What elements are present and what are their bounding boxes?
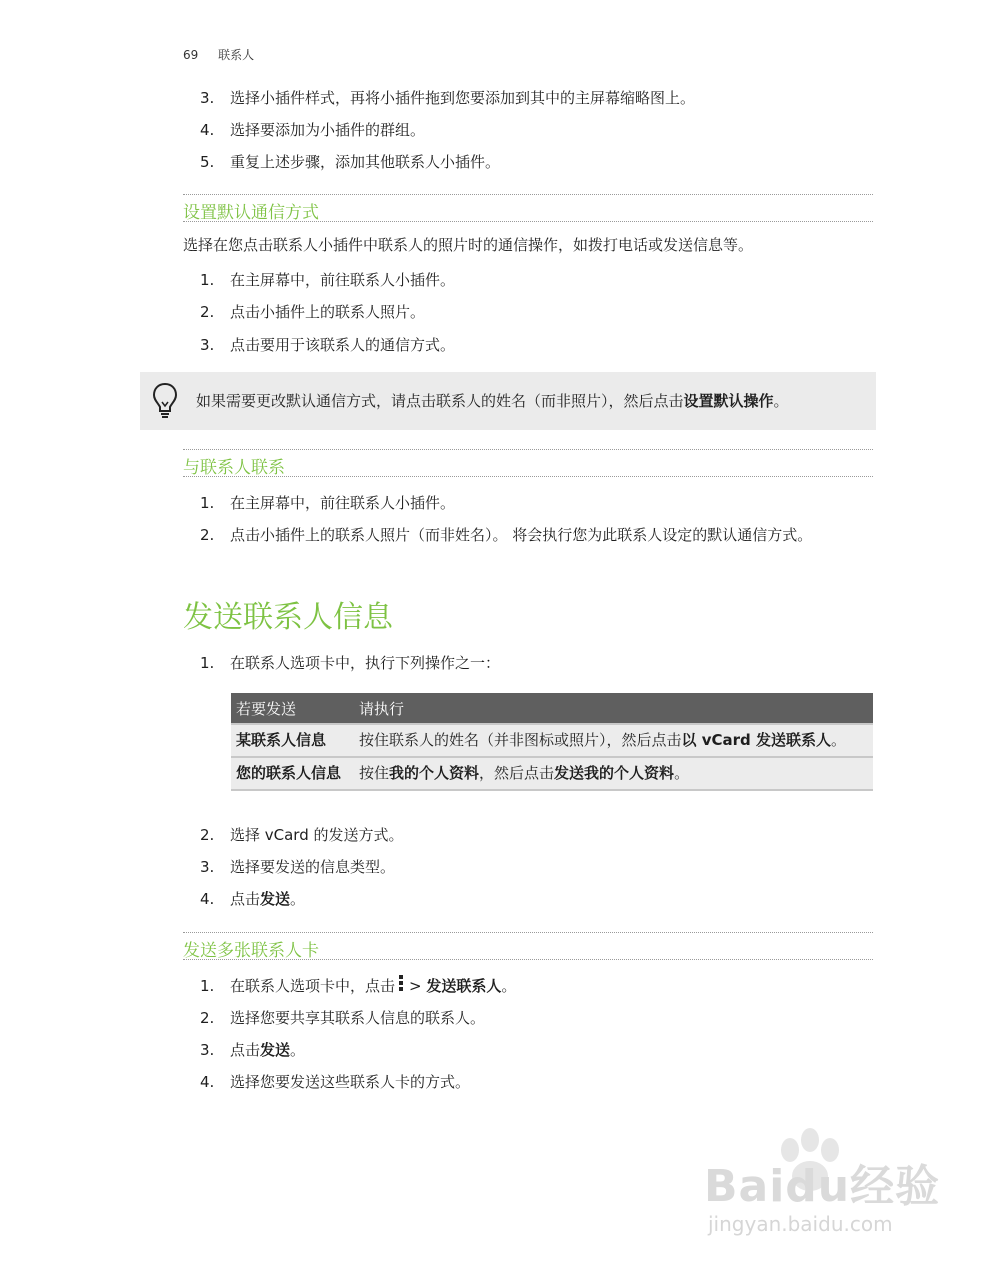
chapter-title: 联系人 bbox=[218, 48, 255, 62]
lightbulb-icon bbox=[152, 382, 178, 424]
section-heading-multi-cards: 发送多张联系人卡 bbox=[183, 932, 873, 960]
list-item: 3. 点击要用于该联系人的通信方式。 bbox=[200, 336, 456, 354]
tip-box bbox=[140, 372, 876, 430]
list-item: 2. 选择 vCard 的发送方式。 bbox=[200, 826, 404, 844]
list-item: 3. 选择要发送的信息类型。 bbox=[200, 858, 396, 876]
watermark-logo: Baidu经验 bbox=[704, 1161, 941, 1212]
menu-dots-icon bbox=[399, 975, 403, 993]
list-item: 2. 点击小插件上的联系人照片（而非姓名）。 将会执行您为此联系人设定的默认通信方式。 bbox=[200, 526, 813, 544]
table-header-cell: 若要发送 bbox=[231, 693, 354, 724]
page-number: 69 bbox=[183, 48, 199, 62]
list-item: 4. 点击发送。 bbox=[200, 890, 306, 908]
list-item: 1. 在主屏幕中，前往联系人小插件。 bbox=[200, 494, 456, 512]
list-item: 3. 点击发送。 bbox=[200, 1041, 306, 1059]
section-title-send-contact: 发送联系人信息 bbox=[183, 600, 393, 635]
list-item: 1. 在主屏幕中，前往联系人小插件。 bbox=[200, 271, 456, 289]
table-row bbox=[231, 724, 873, 757]
list-item: 1. 在联系人选项卡中，点击 > 发送联系人。 bbox=[200, 977, 517, 995]
send-options-table bbox=[231, 693, 873, 791]
section-intro: 选择在您点击联系人小插件中联系人的照片时的通信操作，如拨打电话或发送信息等。 bbox=[183, 236, 754, 254]
page-header bbox=[183, 46, 254, 63]
list-item: 5. 重复上述步骤，添加其他联系人小插件。 bbox=[200, 153, 501, 171]
table-cell: 按住我的个人资料，然后点击发送我的个人资料。 bbox=[354, 757, 873, 790]
table-header-cell: 请执行 bbox=[354, 693, 873, 724]
tip-text: 如果需要更改默认通信方式，请点击联系人的姓名（而非照片），然后点击设置默认操作。 bbox=[196, 392, 789, 410]
table-cell: 按住联系人的姓名（并非图标或照片），然后点击以 vCard 发送联系人。 bbox=[354, 724, 873, 757]
list-item: 4. 选择要添加为小插件的群组。 bbox=[200, 121, 426, 139]
list-item: 3. 选择小插件样式，再将小插件拖到您要添加到其中的主屏幕缩略图上。 bbox=[200, 89, 696, 107]
table-cell: 某联系人信息 bbox=[231, 724, 354, 757]
watermark-url: jingyan.baidu.com bbox=[708, 1212, 893, 1236]
table-row bbox=[231, 757, 873, 790]
list-item: 1. 在联系人选项卡中，执行下列操作之一： bbox=[200, 654, 501, 672]
list-item: 2. 选择您要共享其联系人信息的联系人。 bbox=[200, 1009, 486, 1027]
section-heading-default-method: 设置默认通信方式 bbox=[183, 194, 873, 222]
table-header-row bbox=[231, 693, 873, 724]
section-heading-contact: 与联系人联系 bbox=[183, 449, 873, 477]
list-item: 2. 点击小插件上的联系人照片。 bbox=[200, 303, 426, 321]
list-item: 4. 选择您要发送这些联系人卡的方式。 bbox=[200, 1073, 471, 1091]
table-cell: 您的联系人信息 bbox=[231, 757, 354, 790]
